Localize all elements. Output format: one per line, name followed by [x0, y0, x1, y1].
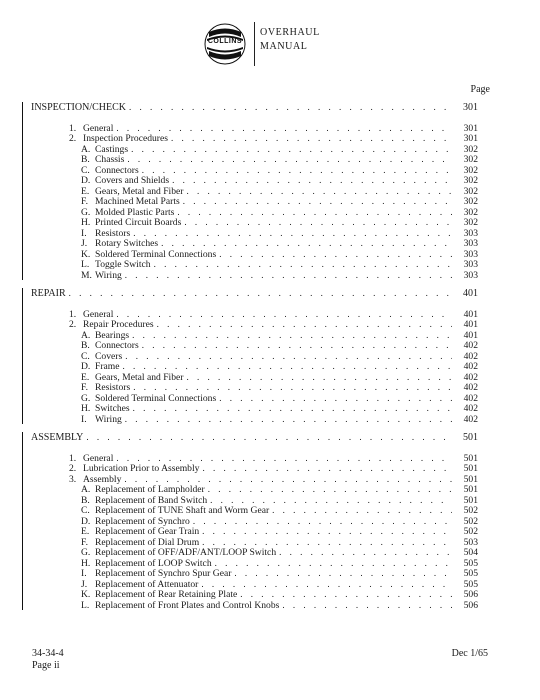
entry-number: 2.: [69, 319, 77, 330]
toc-section-heading: [23, 288, 478, 299]
entry-number: A.: [81, 484, 91, 495]
entry-page: 502: [463, 526, 478, 537]
entry-page: 502: [463, 515, 478, 527]
entry-number: F.: [81, 196, 88, 207]
entry-label: Gears, Metal and Fiber: [95, 185, 184, 197]
toc-entry: [23, 505, 478, 516]
toc-entry: [23, 484, 478, 495]
toc-entry: [23, 144, 478, 155]
entry-label: Assembly: [83, 473, 122, 485]
section-page: 401: [463, 288, 478, 299]
entry-number: J.: [81, 578, 88, 590]
dot-leader: [208, 484, 452, 495]
entry-label: Covers: [95, 350, 123, 362]
toc-entry: [23, 537, 478, 548]
dot-leader: [123, 361, 452, 372]
section-title: REPAIR: [31, 288, 66, 299]
entry-label: Replacement of Synchro: [95, 515, 190, 527]
toc-entry: [23, 600, 478, 611]
entry-number: L.: [81, 599, 90, 611]
manual-title-line2: MANUAL: [260, 41, 308, 52]
toc-entry: [23, 474, 478, 485]
entry-label: Lubrication Prior to Assembly: [83, 463, 200, 474]
entry-page: 501: [463, 484, 478, 495]
section-page: 501: [463, 432, 478, 443]
dot-leader: [116, 309, 452, 320]
logo-wordmark: COLLINS: [207, 38, 243, 45]
dot-leader: [240, 589, 452, 600]
dot-leader: [215, 558, 452, 569]
entry-number: D.: [81, 515, 91, 527]
dot-leader: [184, 217, 452, 228]
dot-leader: [69, 288, 452, 299]
dot-leader: [133, 228, 452, 239]
manual-title: [260, 26, 320, 54]
dot-leader: [116, 123, 452, 134]
toc-entry: [23, 228, 478, 239]
entry-number: D.: [81, 175, 91, 186]
dot-leader: [125, 414, 452, 425]
dot-leader: [186, 372, 452, 383]
entry-number: I.: [81, 568, 87, 579]
dot-leader: [142, 340, 452, 351]
dot-leader: [201, 579, 452, 590]
entry-page: 302: [463, 185, 478, 197]
entry-number: H.: [81, 217, 91, 228]
revision-date: Dec 1/65: [451, 648, 488, 659]
toc-entry: [23, 238, 478, 249]
toc-entry: [23, 568, 478, 579]
toc-entry: [23, 547, 478, 558]
entry-number: F.: [81, 536, 88, 548]
toc-entry: [23, 372, 478, 383]
toc-entry: [23, 558, 478, 569]
dot-leader: [129, 102, 452, 113]
entry-page: 302: [463, 154, 478, 165]
entry-label: General: [83, 122, 114, 134]
section-page: 301: [463, 102, 478, 113]
entry-page: 302: [463, 217, 478, 228]
dot-leader: [133, 403, 452, 414]
entry-page: 301: [463, 122, 478, 134]
entry-number: D.: [81, 361, 91, 372]
entry-page: 402: [463, 392, 478, 404]
entry-label: Replacement of Lampholder: [95, 484, 205, 495]
entry-label: Connectors: [95, 340, 139, 351]
entry-label: Replacement of Gear Train: [95, 526, 200, 537]
entry-page: 505: [463, 568, 478, 579]
dot-leader: [202, 537, 452, 548]
entry-page: 301: [463, 133, 478, 144]
entry-page: 402: [463, 350, 478, 362]
dot-leader: [186, 186, 452, 197]
dot-leader: [86, 432, 452, 443]
entry-page: 302: [463, 206, 478, 218]
entry-number: G.: [81, 392, 91, 404]
dot-leader: [183, 196, 452, 207]
entry-page: 401: [463, 319, 478, 330]
dot-leader: [116, 453, 452, 464]
entry-page: 503: [463, 536, 478, 548]
entry-number: A.: [81, 329, 91, 341]
entry-label: Resistors: [95, 382, 131, 393]
toc-entry: [23, 579, 478, 590]
entry-number: 1.: [69, 308, 77, 320]
entry-label: Replacement of LOOP Switch: [95, 557, 212, 569]
entry-number: B.: [81, 154, 90, 165]
entry-number: F.: [81, 382, 88, 393]
dot-leader: [157, 319, 452, 330]
toc-entry: [23, 319, 478, 330]
entry-label: Connectors: [95, 164, 139, 176]
toc-entry: [23, 330, 478, 341]
entry-page: 402: [463, 371, 478, 383]
entry-number: I.: [81, 413, 87, 425]
dot-leader: [172, 175, 452, 186]
toc-section: [22, 102, 478, 280]
entry-page: 502: [463, 505, 478, 516]
document-number: 34-34-4: [32, 648, 64, 659]
entry-number: G.: [81, 547, 91, 558]
toc-entry: [23, 351, 478, 362]
toc-section: [22, 288, 478, 424]
entry-label: Soldered Terminal Connections: [95, 248, 217, 260]
entry-page: 303: [463, 259, 478, 270]
dot-leader: [210, 495, 452, 506]
entry-number: 1.: [69, 452, 77, 464]
entry-label: General: [83, 452, 114, 464]
entry-label: Printed Circuit Boards: [95, 217, 182, 228]
dot-leader: [124, 474, 452, 485]
toc-entry: [23, 403, 478, 414]
entry-page: 505: [463, 557, 478, 569]
dot-leader: [202, 526, 452, 537]
page-column-label: Page: [470, 84, 490, 95]
dot-leader: [219, 393, 452, 404]
toc-entry: [23, 123, 478, 134]
dot-leader: [161, 238, 452, 249]
toc-entry: [23, 249, 478, 260]
entry-label: Toggle Switch: [95, 259, 151, 270]
entry-number: C.: [81, 164, 90, 176]
table-of-contents: [22, 100, 478, 618]
toc-entry: [23, 382, 478, 393]
toc-entry: [23, 196, 478, 207]
toc-entry: [23, 207, 478, 218]
section-title: INSPECTION/CHECK: [31, 102, 127, 113]
entry-page: 303: [463, 238, 478, 249]
entry-number: E.: [81, 185, 90, 197]
entry-page: 302: [463, 196, 478, 207]
entry-page: 501: [463, 452, 478, 464]
page-number: Page ii: [32, 660, 60, 671]
toc-section-heading: [23, 102, 478, 113]
entry-label: Machined Metal Parts: [95, 196, 180, 207]
dot-leader: [177, 207, 452, 218]
entry-label: Replacement of TUNE Shaft and Worm Gear: [95, 505, 270, 516]
entry-page: 504: [463, 547, 478, 558]
entry-page: 402: [463, 361, 478, 372]
toc-entry: [23, 453, 478, 464]
dot-leader: [133, 382, 452, 393]
entry-label: Molded Plastic Parts: [95, 206, 175, 218]
entry-number: C.: [81, 505, 90, 516]
entry-label: Replacement of Synchro Spur Gear: [95, 568, 232, 579]
entry-label: Covers and Shields: [95, 175, 170, 186]
entry-page: 505: [463, 578, 478, 590]
dot-leader: [202, 463, 452, 474]
entry-number: E.: [81, 526, 90, 537]
footer-left: [32, 648, 64, 672]
entry-label: Replacement of OFF/ADF/ANT/LOOP Switch: [95, 547, 277, 558]
entry-label: Replacement of Rear Retaining Plate: [95, 589, 238, 600]
entry-number: 2.: [69, 133, 77, 144]
toc-entry: [23, 393, 478, 404]
dot-leader: [193, 516, 452, 527]
entry-label: Replacement of Front Plates and Control Knobs: [95, 599, 280, 611]
entry-page: 401: [463, 329, 478, 341]
toc-entry: [23, 340, 478, 351]
entry-label: Rotary Switches: [95, 238, 159, 249]
entry-page: 501: [463, 473, 478, 485]
dot-leader: [282, 600, 452, 611]
entry-label: Replacement of Dial Drum: [95, 536, 200, 548]
dot-leader: [154, 259, 452, 270]
entry-number: G.: [81, 206, 91, 218]
entry-page: 302: [463, 164, 478, 176]
entry-label: Resistors: [95, 227, 131, 239]
toc-entry: [23, 133, 478, 144]
entry-number: J.: [81, 238, 88, 249]
entry-page: 303: [463, 227, 478, 239]
entry-label: Gears, Metal and Fiber: [95, 371, 184, 383]
entry-label: Chassis: [95, 154, 125, 165]
toc-entry: [23, 361, 478, 372]
dot-leader: [279, 547, 452, 558]
entry-page: 506: [463, 599, 478, 611]
entry-number: L.: [81, 259, 90, 270]
entry-number: 2.: [69, 463, 77, 474]
toc-entry: [23, 175, 478, 186]
dot-leader: [125, 351, 452, 362]
toc-section: [22, 432, 478, 610]
entry-page: 302: [463, 143, 478, 155]
toc-entry: [23, 495, 478, 506]
toc-entry: [23, 217, 478, 228]
entry-label: Soldered Terminal Connections: [95, 392, 217, 404]
manual-title-line1: OVERHAUL: [260, 27, 320, 38]
dot-leader: [272, 505, 452, 516]
entry-label: Replacement of Attenuator: [95, 578, 199, 590]
dot-leader: [127, 154, 452, 165]
toc-entry: [23, 516, 478, 527]
entry-label: Inspection Procedures: [83, 133, 168, 144]
entry-number: C.: [81, 350, 90, 362]
dot-leader: [171, 133, 452, 144]
dot-leader: [234, 568, 452, 579]
entry-page: 402: [463, 413, 478, 425]
entry-page: 402: [463, 340, 478, 351]
entry-page: 506: [463, 589, 478, 600]
entry-page: 302: [463, 175, 478, 186]
dot-leader: [142, 165, 452, 176]
entry-label: Bearings: [95, 329, 130, 341]
entry-label: Castings: [95, 143, 129, 155]
entry-page: 303: [463, 269, 478, 281]
toc-entry: [23, 259, 478, 270]
entry-page: 303: [463, 248, 478, 260]
toc-entry: [23, 463, 478, 474]
entry-number: 3.: [69, 473, 77, 485]
entry-number: B.: [81, 340, 90, 351]
entry-label: Frame: [95, 361, 120, 372]
entry-page: 501: [463, 463, 478, 474]
entry-page: 501: [463, 494, 478, 506]
entry-label: Repair Procedures: [83, 319, 154, 330]
toc-entry: [23, 526, 478, 537]
entry-number: I.: [81, 227, 87, 239]
entry-page: 402: [463, 382, 478, 393]
toc-section-heading: [23, 432, 478, 443]
page-header: [200, 20, 400, 70]
toc-entry: [23, 309, 478, 320]
entry-label: Replacement of Band Switch: [95, 494, 208, 506]
toc-entry: [23, 186, 478, 197]
entry-page: 402: [463, 403, 478, 414]
entry-label: Wiring: [95, 413, 122, 425]
entry-label: Switches: [95, 403, 130, 414]
dot-leader: [125, 270, 452, 281]
toc-entry: [23, 589, 478, 600]
section-title: ASSEMBLY: [31, 432, 84, 443]
entry-number: H.: [81, 403, 91, 414]
entry-page: 401: [463, 308, 478, 320]
entry-label: Wiring: [95, 269, 122, 281]
entry-label: General: [83, 308, 114, 320]
toc-entry: [23, 154, 478, 165]
header-divider: [254, 22, 255, 66]
entry-number: 1.: [69, 122, 77, 134]
dot-leader: [219, 249, 452, 260]
entry-number: M.: [81, 269, 92, 281]
toc-entry: [23, 414, 478, 425]
entry-number: H.: [81, 557, 91, 569]
entry-number: K.: [81, 248, 91, 260]
entry-number: B.: [81, 494, 90, 506]
dot-leader: [132, 330, 452, 341]
toc-entry: [23, 165, 478, 176]
toc-entry: [23, 270, 478, 281]
entry-number: A.: [81, 143, 91, 155]
entry-number: K.: [81, 589, 91, 600]
entry-number: E.: [81, 371, 90, 383]
dot-leader: [131, 144, 452, 155]
